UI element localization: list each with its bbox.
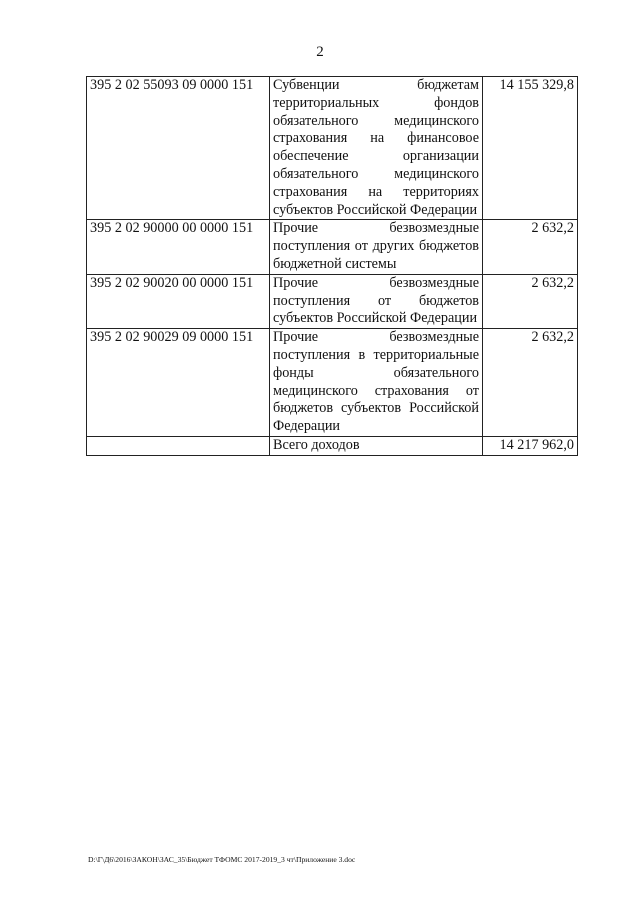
income-name-cell: Субвенции бюджетам территориальных фондов обязательного медицинского страхования на финансовое обеспечение организации обязательного медицинского страхования на территориях субъектов Российской Федерации	[270, 77, 483, 220]
total-amount-cell: 14 217 962,0	[483, 436, 578, 455]
budget-code-cell: 395 2 02 90029 09 0000 151	[87, 329, 270, 437]
amount-cell: 2 632,2	[483, 220, 578, 274]
budget-code-cell: 395 2 02 90000 00 0000 151	[87, 220, 270, 274]
page-number: 2	[316, 44, 324, 60]
table-row	[87, 274, 578, 328]
amount-cell: 2 632,2	[483, 274, 578, 328]
budget-code-cell: 395 2 02 55093 09 0000 151	[87, 77, 270, 220]
table-row	[87, 329, 578, 437]
income-name-cell: Прочие безвозмездные поступления от бюджетов субъектов Российской Федерации	[270, 274, 483, 328]
income-name-cell: Прочие безвозмездные поступления в территориальные фонды обязательного медицинского страхования от бюджетов субъектов Российской Федерации	[270, 329, 483, 437]
amount-cell: 14 155 329,8	[483, 77, 578, 220]
budget-code-cell: 395 2 02 90020 00 0000 151	[87, 274, 270, 328]
total-row	[87, 436, 578, 455]
table-row	[87, 77, 578, 220]
amount-cell: 2 632,2	[483, 329, 578, 437]
income-name-cell: Прочие безвозмездные поступления от других бюджетов бюджетной системы	[270, 220, 483, 274]
table-row	[87, 220, 578, 274]
file-path-footer: D:\Г\Д6\2016\ЗАКОН\ЗАС_35\Бюджет ТФОМС 2017-2019_3 чт\Приложение 3.doc	[88, 855, 356, 864]
total-code-cell	[87, 436, 270, 455]
total-label-cell: Всего доходов	[270, 436, 483, 455]
budget-income-table	[86, 76, 578, 456]
